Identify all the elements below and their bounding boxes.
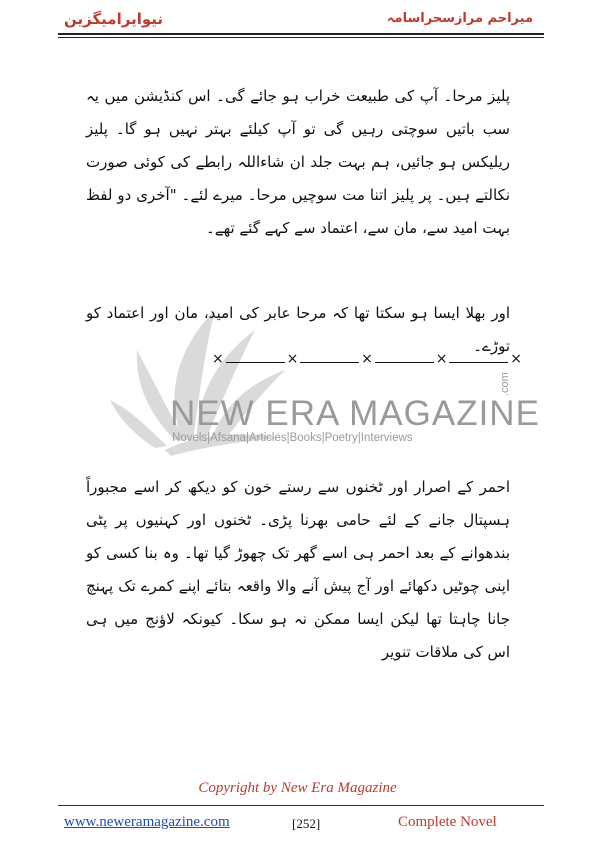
divider-line — [449, 361, 508, 363]
copyright-notice: Copyright by New Era Magazine — [198, 780, 397, 796]
divider-mark: × — [510, 351, 522, 367]
footer-rule — [58, 805, 544, 806]
divider-mark: × — [286, 351, 299, 367]
watermark-tagline: Novels|Afsana|Articles|Books|Poetry|Interviews — [172, 432, 413, 444]
divider-mark: × — [212, 351, 224, 367]
website-link[interactable]: www.neweramagazine.com — [64, 814, 230, 830]
divider-mark: × — [435, 351, 448, 367]
novel-category: Complete Novel — [398, 814, 497, 830]
header-rule — [58, 33, 544, 35]
header-rule-thin — [58, 37, 544, 38]
divider-line — [226, 361, 285, 363]
section-divider — [212, 342, 522, 366]
author-title: میراحم مرازسحراسامہ — [386, 11, 533, 26]
watermark-domain: .com — [499, 372, 511, 396]
paragraph-2: اور بھلا ایسا ہو سکتا تھا کہ مرحا عابر کی امید، مان اور اعتماد کو توڑے۔ — [86, 304, 510, 355]
watermark-title: NEW ERA MAGAZINE — [170, 394, 540, 433]
magazine-name: نیوایرامیگزین — [64, 10, 164, 28]
page-number: [252] — [292, 816, 321, 831]
paragraph-3: احمر کے اصرار اور ٹخنوں سے رستے خون کو دیکھ کر اسے مجبوراً ہسپتال جانے کے لئے حامی بھرنا پڑی۔ ٹخنوں اور کہنیوں پر پٹی بندھوانے کے بعد احمر ہی اسے گھر تک چھوڑ گیا تھا۔ وہ بنا کسی کو اپنی چوٹیں دکھائے اور آج پیش آنے والا واقعہ بتائے اپنے کمرے تک پہنچ جانا چاہتا تھا لیکن ایسا ممکن نہ ہو سکا۔ کیونکہ لاؤنج میں ہی اس کی ملاقات تنویر — [86, 478, 510, 661]
page-header — [0, 0, 595, 38]
divider-line — [375, 361, 434, 363]
paragraph-1: پلیز مرحا۔ آپ کی طبیعت خراب ہو جائے گی۔ اس کنڈیشن میں یہ سب باتیں سوچتی رہیں گی تو آپ کیلئے بہتر نہیں ہو گا۔ پلیز ریلیکس ہو جائیں، ہم بہت جلد ان شاءاللہ رابطے کی کوئی صورت نکالتے ہیں۔ پر پلیز اتنا مت سوچیں مرحا۔ میرے لئے۔ "آخری دو لفظ بہت امید سے، مان سے، اعتماد سے کہے گئے تھے۔ — [86, 87, 510, 237]
divider-mark: × — [361, 351, 373, 367]
divider-line — [300, 361, 359, 363]
